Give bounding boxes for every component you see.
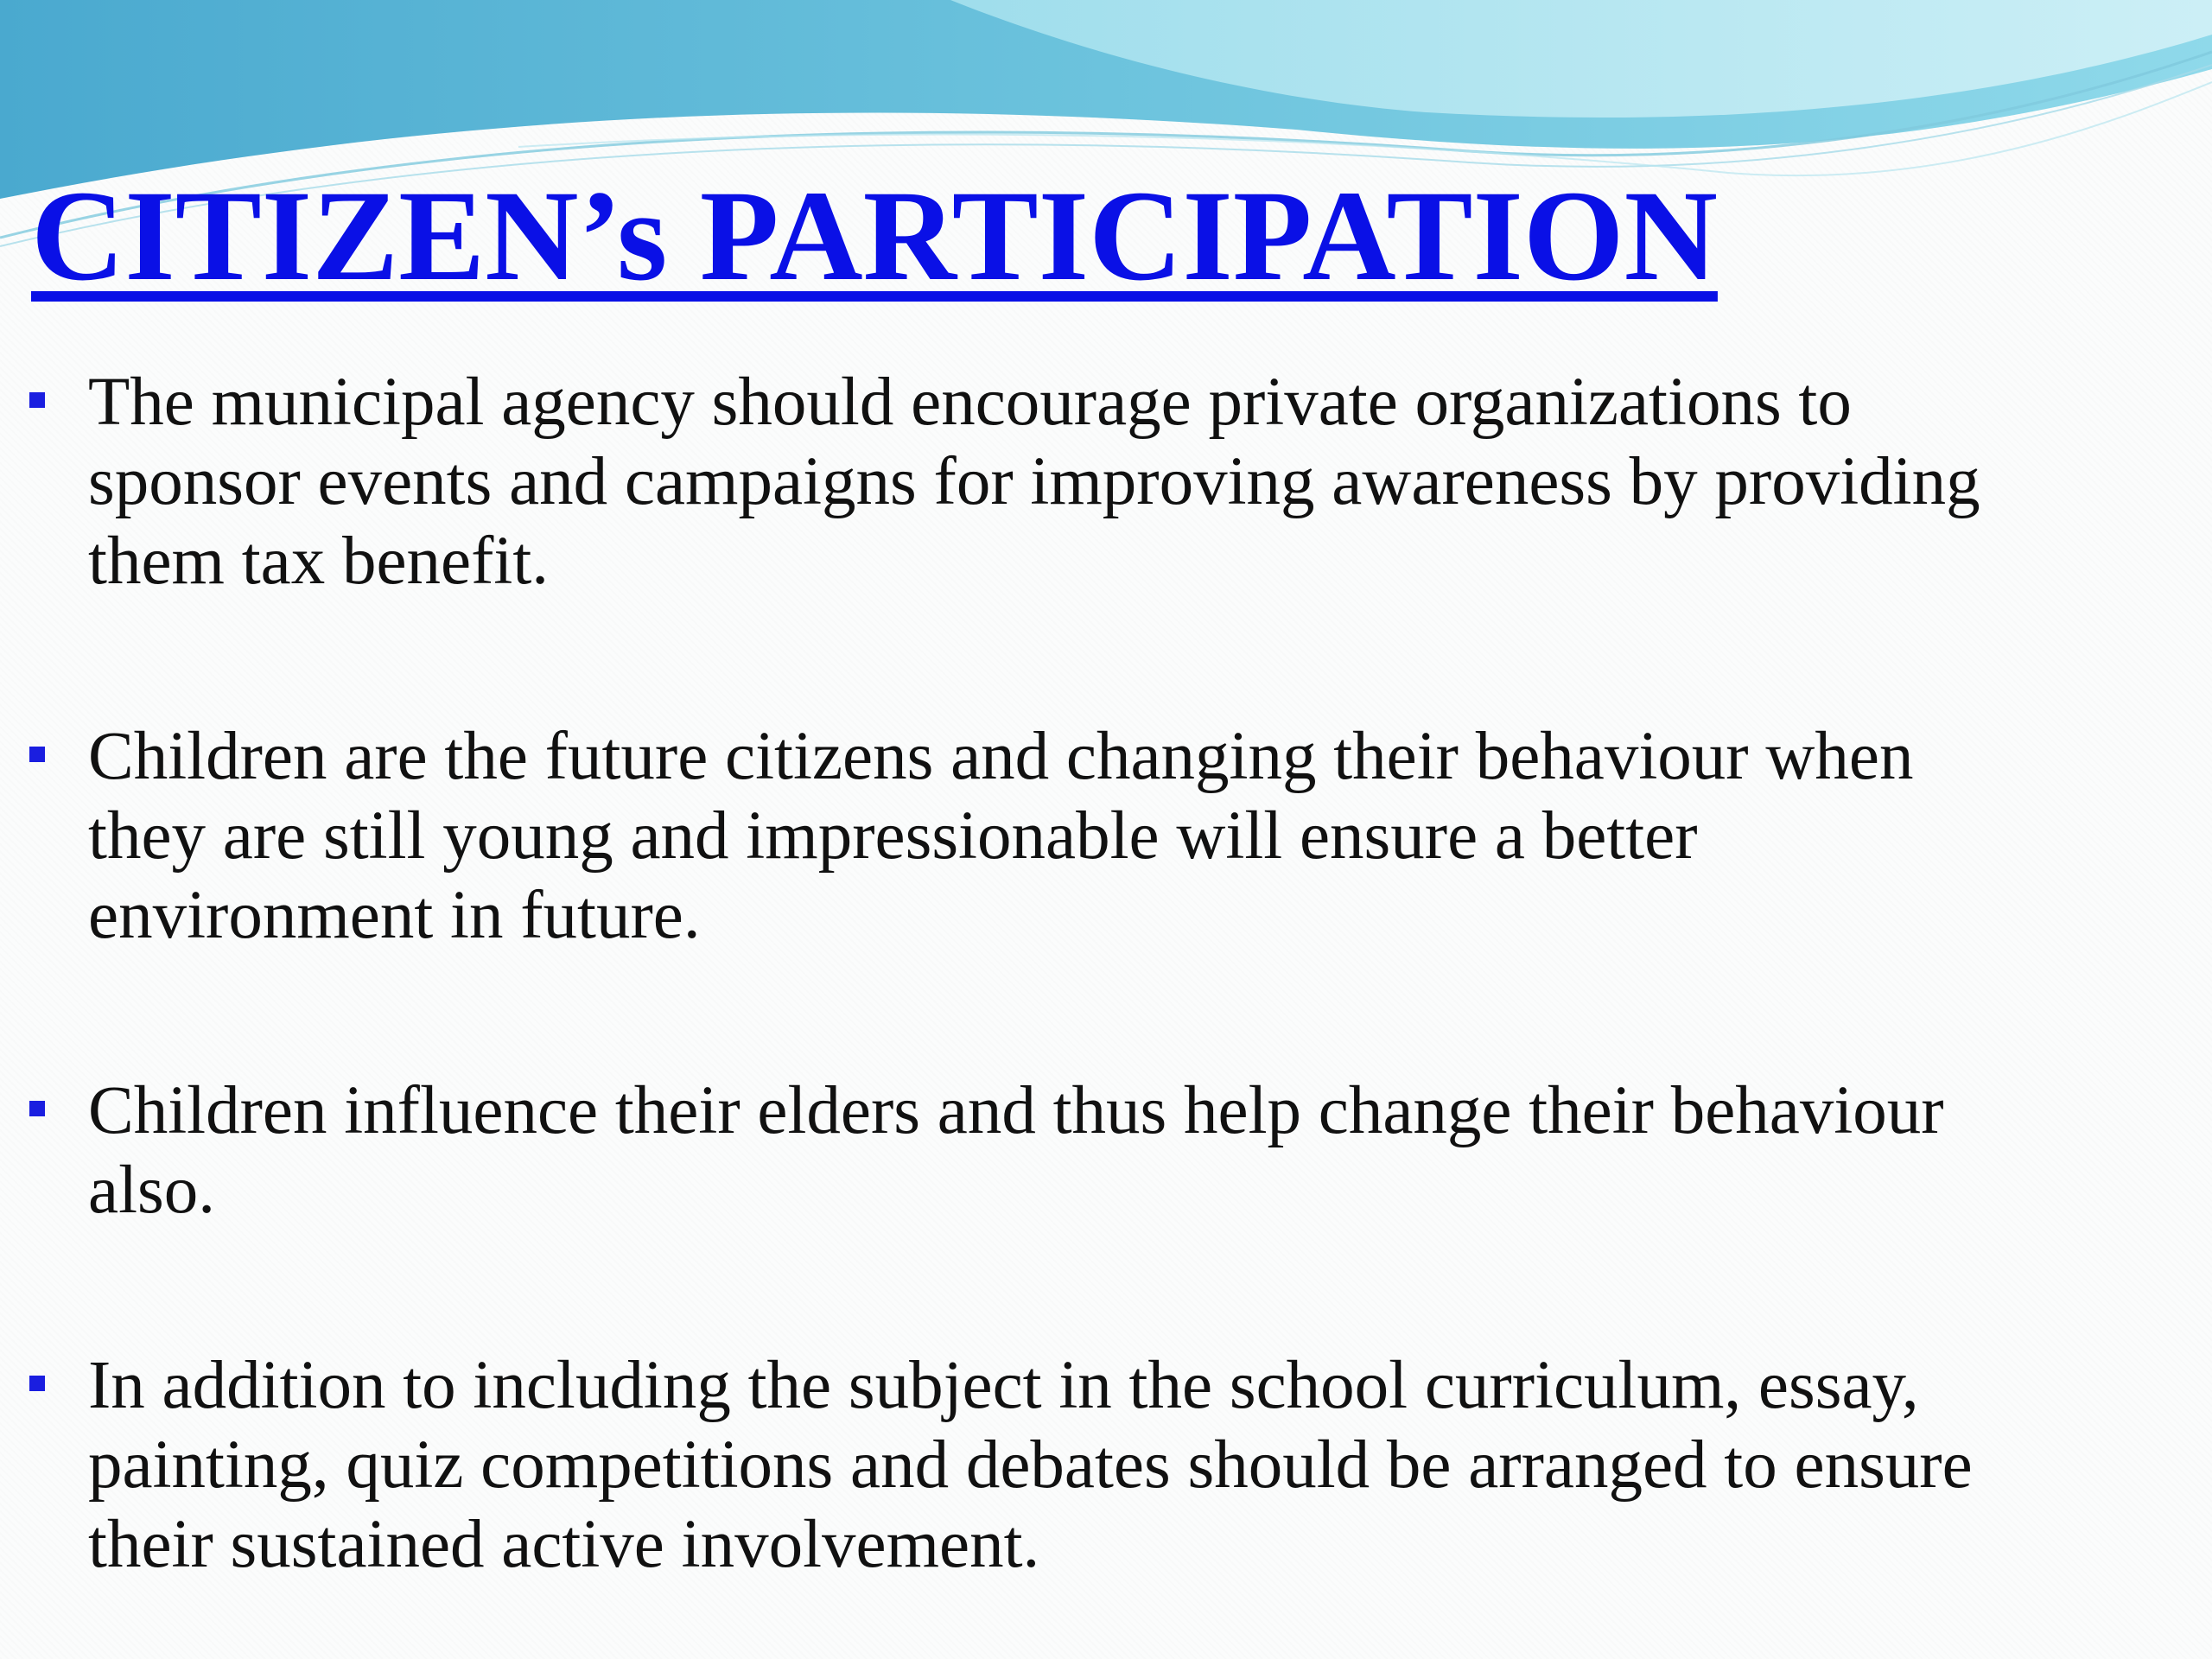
bullet-text: The municipal agency should encourage private organizations to sponsor events and campaigns for improving awareness by providing them tax benefit. bbox=[88, 365, 1980, 599]
square-bullet-icon bbox=[29, 747, 45, 762]
square-bullet-icon bbox=[29, 1376, 45, 1391]
square-bullet-icon bbox=[29, 1101, 45, 1116]
bullet-text: Children are the future citizens and changing their behaviour when they are still young and impressionable will ensure a better environment in future. bbox=[88, 719, 1914, 953]
bullet-text: In addition to including the subject in the school curriculum, essay, painting, quiz competitions and debates should be arranged to ensure their sustained active involvement. bbox=[88, 1348, 1973, 1582]
square-bullet-icon bbox=[29, 392, 45, 408]
bullet-text: Children influence their elders and thus help change their behaviour also. bbox=[88, 1073, 1944, 1228]
slide-title: CITIZEN’s PARTICIPATION bbox=[31, 164, 1718, 308]
